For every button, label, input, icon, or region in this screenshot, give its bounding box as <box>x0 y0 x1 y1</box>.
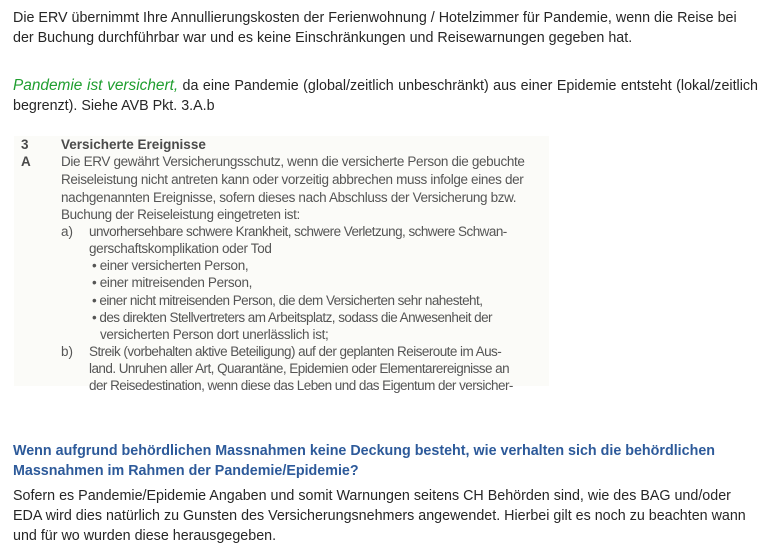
item-b-line: Streik (vorbehalten aktive Beteiligung) auf der geplanten Reiseroute im Aus- <box>89 344 502 359</box>
pandemic-note-text: da eine Pandemie (global/zeitlich unbeschränkt) aus einer Epidemie entsteht (lokal/zeitlich begrenzt). Siehe AVB Pkt. 3.A.b <box>13 78 759 114</box>
policy-excerpt <box>14 136 549 393</box>
item-a-letter: a) <box>61 224 74 239</box>
excerpt-line: Reiseleistung nicht antreten kann oder vorzeitig abbrechen muss infolge eines der <box>61 172 524 187</box>
item-a-line: gerschaftskomplikation oder Tod <box>89 241 272 256</box>
item-b-letter: b) <box>61 344 74 359</box>
intro-paragraph: Die ERV übernimmt Ihre Annullierungskosten der Ferienwohnung / Hotelzimmer für Pandemie, wenn die Reise bei der Buchung durchführbar war und es keine Einschränkungen und Reisewarnungen gegeben hat. <box>13 10 737 46</box>
item-a-bullet: • des direkten Stellvertreters am Arbeitsplatz, sodass die Anwesenheit der <box>92 310 493 325</box>
item-a-bullet: • einer mitreisenden Person, <box>92 275 253 290</box>
item-a-bullet: • einer versicherten Person, <box>92 258 249 273</box>
item-b-line: der Reisedestination, wenn diese das Leben und das Eigentum der versicher- <box>89 378 513 393</box>
item-a-continuation: versicherten Person dort unerlässlich ist; <box>100 327 329 342</box>
item-a-line: unvorhersehbare schwere Krankheit, schwere Verletzung, schwere Schwan- <box>89 224 507 239</box>
item-b-line: land. Unruhen aller Art, Quarantäne, Epidemien oder Elementarereignisse an <box>89 361 510 376</box>
clause-letter: A <box>21 154 31 169</box>
excerpt-line: Buchung der Reiseleistung eingetreten ist: <box>61 207 300 222</box>
excerpt-line: Die ERV gewährt Versicherungsschutz, wenn die versicherte Person die gebuchte <box>61 154 525 169</box>
pandemic-note <box>13 76 758 116</box>
question-heading: Wenn aufgrund behördlichen Massnahmen keine Deckung besteht, wie verhalten sich die behördlichen Massnahmen im Rahmen der Pandemie/Epidemie? <box>13 443 716 479</box>
section-title: Versicherte Ereignisse <box>61 137 206 152</box>
item-a-bullet: • einer nicht mitreisenden Person, die dem Versicherten sehr nahesteht, <box>92 293 483 308</box>
section-number: 3 <box>21 137 29 152</box>
excerpt-line: nachgenannten Ereignisse, sofern dieses nach Abschluss der Versicherung bzw. <box>61 190 517 205</box>
answer-paragraph: Sofern es Pandemie/Epidemie Angaben und somit Warnungen seitens CH Behörden sind, wie des BAG und/oder EDA wird dies natürlich zu Gunsten des Versicherungsnehmers angewendet. Hierbei gilt es noch zu beachten wann und für wo wurden diese herausgegeben. <box>13 488 746 544</box>
pandemic-highlight: Pandemie ist versichert, <box>13 77 179 94</box>
